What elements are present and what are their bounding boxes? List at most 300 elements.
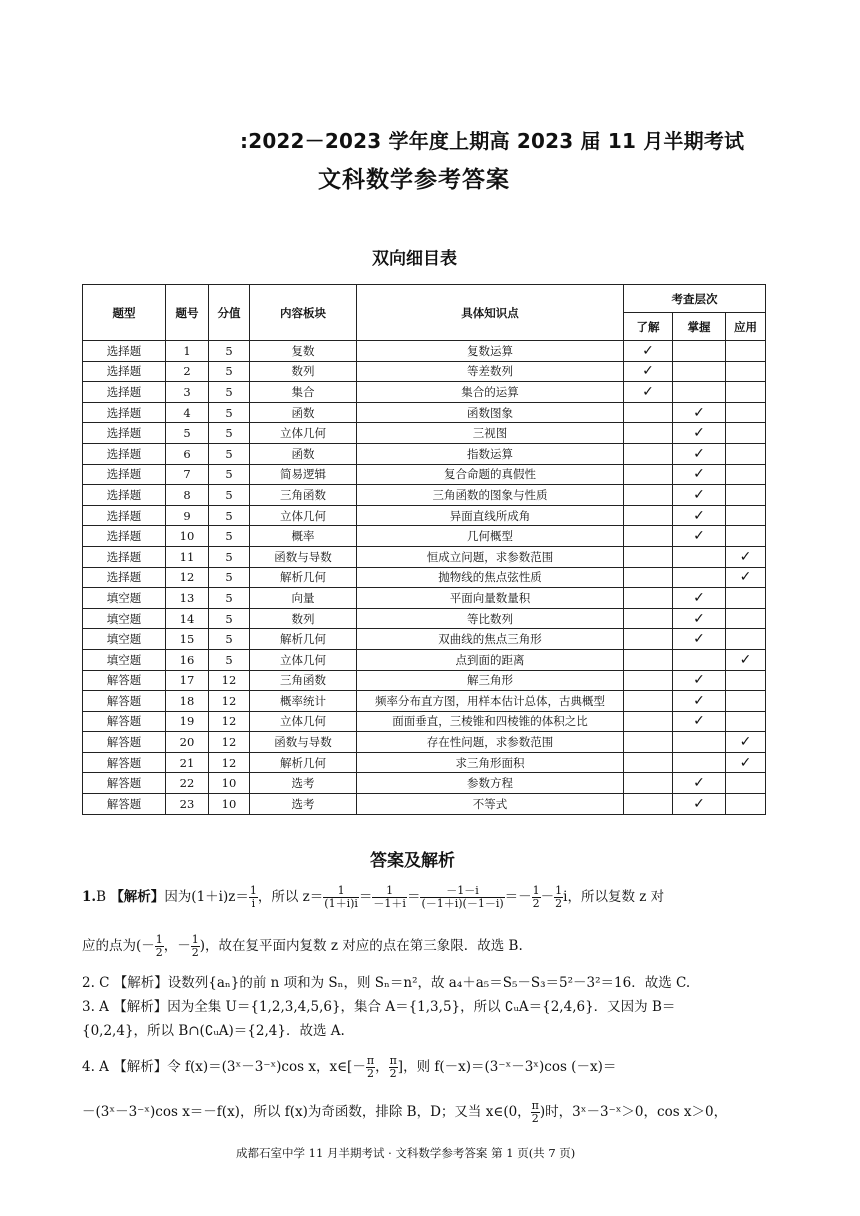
fraction (249, 885, 258, 910)
table-row (83, 546, 766, 567)
fraction (323, 885, 359, 910)
level-master-cell (673, 567, 726, 588)
level-apply-cell (726, 752, 766, 773)
header-area: 内容板块 (250, 285, 357, 341)
check-icon: ✓ (693, 466, 705, 483)
check-icon: ✓ (642, 342, 654, 359)
denominator: 2 (389, 1067, 397, 1080)
denominator: 2 (155, 946, 163, 959)
cell-number: 7 (166, 464, 209, 485)
table-row (83, 670, 766, 691)
table-row (83, 732, 766, 753)
check-icon: ✓ (693, 795, 705, 812)
cell-score: 5 (209, 485, 250, 506)
level-understand-cell (624, 691, 673, 712)
cell-knowledge-point: 存在性问题，求参数范围 (357, 732, 624, 753)
numerator: 1 (372, 885, 407, 898)
cell-knowledge-point: 恒成立问题，求参数范围 (357, 546, 624, 567)
cell-area: 函数 (250, 443, 357, 464)
cell-type: 选择题 (83, 341, 166, 362)
table-row (83, 567, 766, 588)
level-master-cell (673, 382, 726, 403)
cell-type: 解答题 (83, 711, 166, 732)
level-apply-cell (726, 588, 766, 609)
answer-1-text: i，所以复数 z 对 (563, 889, 665, 905)
cell-knowledge-point: 双曲线的焦点三角形 (357, 629, 624, 650)
level-understand-cell (624, 608, 673, 629)
answer-1-text: 因为(1＋i)z＝ (164, 889, 249, 905)
cell-type: 选择题 (83, 443, 166, 464)
level-understand-cell (624, 752, 673, 773)
header-level-apply: 应用 (726, 313, 766, 341)
cell-area: 解析几何 (250, 752, 357, 773)
cell-area: 三角函数 (250, 485, 357, 506)
level-master-cell (673, 629, 726, 650)
level-apply-cell (726, 443, 766, 464)
denominator: i (251, 897, 256, 910)
header-type: 题型 (83, 285, 166, 341)
table-row (83, 485, 766, 506)
level-understand-cell (624, 423, 673, 444)
cell-number: 17 (166, 670, 209, 691)
cell-type: 选择题 (83, 402, 166, 423)
cell-type: 选择题 (83, 567, 166, 588)
table-row (83, 629, 766, 650)
cell-number: 23 (166, 794, 209, 815)
cell-knowledge-point: 三角函数的图象与性质 (357, 485, 624, 506)
check-icon: ✓ (693, 775, 705, 792)
level-master-cell (673, 485, 726, 506)
cell-area: 三角函数 (250, 670, 357, 691)
header-level-understand: 了解 (624, 313, 673, 341)
cell-type: 选择题 (83, 505, 166, 526)
header-level-master: 掌握 (673, 313, 726, 341)
check-icon: ✓ (693, 445, 705, 462)
level-understand-cell (624, 485, 673, 506)
cell-knowledge-point: 函数图象 (357, 402, 624, 423)
table-row (83, 773, 766, 794)
level-understand-cell (624, 794, 673, 815)
level-understand-cell (624, 629, 673, 650)
cell-score: 12 (209, 711, 250, 732)
check-icon: ✓ (693, 425, 705, 442)
cell-score: 5 (209, 382, 250, 403)
level-master-cell (673, 794, 726, 815)
cell-knowledge-point: 解三角形 (357, 670, 624, 691)
cell-area: 立体几何 (250, 505, 357, 526)
fraction (155, 934, 164, 959)
table-row (83, 505, 766, 526)
cell-score: 5 (209, 443, 250, 464)
cell-knowledge-point: 抛物线的焦点弦性质 (357, 567, 624, 588)
fraction (531, 1100, 540, 1125)
cell-score: 5 (209, 464, 250, 485)
level-master-cell (673, 649, 726, 670)
answers-section-title: 答案及解析 (370, 851, 455, 871)
table-row (83, 608, 766, 629)
cell-score: 10 (209, 773, 250, 794)
page-footer: 成都石室中学 11 月半期考试 · 文科数学参考答案 第 1 页(共 7 页) (236, 1146, 576, 1160)
cell-score: 5 (209, 526, 250, 547)
answer-4-line-2 (82, 1100, 772, 1125)
fraction (372, 885, 407, 910)
level-understand-cell (624, 670, 673, 691)
table-row (83, 423, 766, 444)
answer-1-text: － (540, 889, 555, 905)
table-row (83, 794, 766, 815)
table-row (83, 752, 766, 773)
cell-area: 简易逻辑 (250, 464, 357, 485)
numerator: π (389, 1054, 397, 1067)
cell-type: 解答题 (83, 732, 166, 753)
cell-score: 5 (209, 402, 250, 423)
level-master-cell (673, 505, 726, 526)
level-understand-cell (624, 546, 673, 567)
check-icon: ✓ (642, 383, 654, 400)
check-icon: ✓ (693, 610, 705, 627)
answer-1-prefix: 1. (82, 889, 97, 905)
cell-number: 13 (166, 588, 209, 609)
check-icon: ✓ (693, 507, 705, 524)
answer-1-text: ＝ (358, 889, 373, 905)
numerator: 1 (191, 933, 199, 946)
cell-knowledge-point: 平面向量数量积 (357, 588, 624, 609)
document-title: :2022－2023 学年度上期高 2023 届 11 月半期考试 (240, 129, 745, 153)
check-icon: ✓ (739, 734, 752, 751)
numerator: π (531, 1099, 539, 1112)
level-master-cell (673, 464, 726, 485)
cell-score: 10 (209, 794, 250, 815)
cell-number: 4 (166, 402, 209, 423)
level-understand-cell (624, 732, 673, 753)
cell-type: 解答题 (83, 794, 166, 815)
denominator: 2 (366, 1067, 374, 1080)
table-row (83, 341, 766, 362)
numerator: 1 (323, 885, 359, 898)
level-understand-cell (624, 773, 673, 794)
cell-area: 概率统计 (250, 691, 357, 712)
table-row (83, 711, 766, 732)
check-icon: ✓ (739, 548, 752, 565)
cell-area: 立体几何 (250, 423, 357, 444)
table-row (83, 443, 766, 464)
table-row (83, 649, 766, 670)
cell-area: 解析几何 (250, 567, 357, 588)
check-icon: ✓ (739, 754, 752, 771)
level-apply-cell (726, 773, 766, 794)
cell-knowledge-point: 频率分布直方图，用样本估计总体，古典概型 (357, 691, 624, 712)
cell-knowledge-point: 指数运算 (357, 443, 624, 464)
cell-number: 14 (166, 608, 209, 629)
level-master-cell (673, 588, 726, 609)
level-master-cell (673, 402, 726, 423)
cell-type: 填空题 (83, 588, 166, 609)
cell-area: 函数 (250, 402, 357, 423)
level-apply-cell (726, 691, 766, 712)
cell-score: 5 (209, 546, 250, 567)
answer-2: 2. C 【解析】设数列{aₙ}的前 n 项和为 Sₙ，则 Sₙ＝n²，故 a₄＋a₅＝S₅－S₃＝5²－3²＝16．故选 C. (82, 975, 691, 991)
cell-type: 选择题 (83, 485, 166, 506)
table-row (83, 526, 766, 547)
table-row (83, 691, 766, 712)
level-apply-cell (726, 608, 766, 629)
cell-area: 数列 (250, 608, 357, 629)
check-icon: ✓ (739, 569, 752, 586)
level-master-cell (673, 752, 726, 773)
answer-1-text: ，－ (163, 938, 191, 954)
cell-type: 选择题 (83, 423, 166, 444)
cell-score: 5 (209, 423, 250, 444)
answer-3-line-1: 3. A 【解析】因为全集 U＝{1,2,3,4,5,6}，集合 A＝{1,3,5}，所以 ∁ᵤA＝{2,4,6}．又因为 B＝ (82, 999, 676, 1015)
answer-4-line-1 (82, 1055, 772, 1080)
fraction (532, 885, 541, 910)
level-apply-cell (726, 567, 766, 588)
level-apply-cell (726, 402, 766, 423)
answer-3-line-2: {0,2,4}，所以 B∩(∁ᵤA)＝{2,4}．故选 A. (82, 1023, 345, 1039)
level-understand-cell (624, 505, 673, 526)
cell-type: 选择题 (83, 382, 166, 403)
cell-number: 15 (166, 629, 209, 650)
cell-area: 选考 (250, 794, 357, 815)
level-master-cell (673, 423, 726, 444)
cell-type: 填空题 (83, 629, 166, 650)
level-master-cell (673, 670, 726, 691)
header-score: 分值 (209, 285, 250, 341)
level-understand-cell (624, 402, 673, 423)
header-number: 题号 (166, 285, 209, 341)
cell-knowledge-point: 三视图 (357, 423, 624, 444)
cell-number: 16 (166, 649, 209, 670)
level-apply-cell (726, 546, 766, 567)
cell-number: 19 (166, 711, 209, 732)
level-master-cell (673, 341, 726, 362)
cell-area: 数列 (250, 361, 357, 382)
check-icon: ✓ (693, 631, 705, 648)
check-icon: ✓ (693, 528, 705, 545)
cell-type: 解答题 (83, 752, 166, 773)
detail-table (82, 284, 766, 815)
level-master-cell (673, 711, 726, 732)
numerator: 1 (155, 933, 163, 946)
level-apply-cell (726, 711, 766, 732)
numerator: 1 (555, 884, 563, 897)
level-apply-cell (726, 794, 766, 815)
cell-score: 5 (209, 649, 250, 670)
cell-knowledge-point: 异面直线所成角 (357, 505, 624, 526)
level-apply-cell (726, 732, 766, 753)
cell-knowledge-point: 等比数列 (357, 608, 624, 629)
cell-score: 12 (209, 670, 250, 691)
cell-number: 3 (166, 382, 209, 403)
level-apply-cell (726, 423, 766, 444)
level-apply-cell (726, 670, 766, 691)
level-apply-cell (726, 382, 766, 403)
level-understand-cell (624, 382, 673, 403)
answer-4-text: 4. A 【解析】令 f(x)＝(3ˣ－3⁻ˣ)cos x，x∈[－ (82, 1059, 366, 1075)
cell-type: 选择题 (83, 464, 166, 485)
cell-number: 21 (166, 752, 209, 773)
level-master-cell (673, 773, 726, 794)
denominator: 2 (531, 1112, 539, 1125)
cell-area: 集合 (250, 382, 357, 403)
answer-4-text: ， (375, 1059, 389, 1075)
level-master-cell (673, 443, 726, 464)
cell-knowledge-point: 点到面的距离 (357, 649, 624, 670)
cell-knowledge-point: 复合命题的真假性 (357, 464, 624, 485)
level-understand-cell (624, 526, 673, 547)
table-row (83, 464, 766, 485)
level-apply-cell (726, 649, 766, 670)
fraction (554, 885, 563, 910)
check-icon: ✓ (642, 363, 654, 380)
cell-type: 选择题 (83, 526, 166, 547)
cell-area: 概率 (250, 526, 357, 547)
check-icon: ✓ (693, 589, 705, 606)
cell-area: 立体几何 (250, 711, 357, 732)
level-apply-cell (726, 526, 766, 547)
level-understand-cell (624, 341, 673, 362)
answer-1-text: 应的点为(－ (82, 938, 155, 954)
level-master-cell (673, 732, 726, 753)
cell-score: 12 (209, 691, 250, 712)
fraction (191, 934, 200, 959)
table-row (83, 588, 766, 609)
denominator: 2 (555, 897, 563, 910)
level-apply-cell (726, 485, 766, 506)
cell-area: 函数与导数 (250, 732, 357, 753)
level-understand-cell (624, 649, 673, 670)
answer-4-text: )时，3ˣ－3⁻ˣ＞0，cos x＞0， (539, 1104, 728, 1120)
fraction (366, 1055, 375, 1080)
cell-knowledge-point: 复数运算 (357, 341, 624, 362)
answer-1-text: ，所以 z＝ (257, 889, 324, 905)
cell-score: 5 (209, 629, 250, 650)
level-understand-cell (624, 588, 673, 609)
fraction (389, 1055, 398, 1080)
cell-number: 6 (166, 443, 209, 464)
cell-area: 向量 (250, 588, 357, 609)
numerator: π (366, 1054, 375, 1067)
denominator: (－1＋i)(－1－i) (421, 897, 504, 910)
cell-number: 8 (166, 485, 209, 506)
check-icon: ✓ (693, 713, 705, 730)
check-icon: ✓ (693, 692, 705, 709)
answer-1-text: ＝－ (504, 889, 532, 905)
answer-1-letter: B (96, 889, 107, 905)
answer-1 (82, 885, 772, 910)
denominator: 2 (532, 897, 540, 910)
level-master-cell (673, 691, 726, 712)
check-icon: ✓ (739, 651, 752, 668)
cell-number: 10 (166, 526, 209, 547)
fraction (420, 885, 504, 910)
cell-number: 2 (166, 361, 209, 382)
level-apply-cell (726, 341, 766, 362)
cell-type: 选择题 (83, 546, 166, 567)
answer-1-line-2 (82, 934, 772, 959)
level-understand-cell (624, 567, 673, 588)
level-master-cell (673, 361, 726, 382)
cell-knowledge-point: 求三角形面积 (357, 752, 624, 773)
cell-score: 5 (209, 505, 250, 526)
level-understand-cell (624, 443, 673, 464)
table-section-title: 双向细目表 (372, 249, 457, 269)
cell-score: 12 (209, 752, 250, 773)
cell-number: 12 (166, 567, 209, 588)
table-body (83, 341, 766, 815)
cell-number: 22 (166, 773, 209, 794)
answer-1-tag: 【解析】 (110, 889, 165, 905)
cell-score: 5 (209, 567, 250, 588)
level-apply-cell (726, 629, 766, 650)
answer-4-text: ]，则 f(－x)＝(3⁻ˣ－3ˣ)cos (－x)＝ (397, 1059, 617, 1075)
cell-number: 5 (166, 423, 209, 444)
answer-1-text: ＝ (406, 889, 421, 905)
header-knowledge-point: 具体知识点 (357, 285, 624, 341)
cell-type: 解答题 (83, 670, 166, 691)
level-understand-cell (624, 464, 673, 485)
answer-1-text: )，故在复平面内复数 z 对应的点在第三象限．故选 B. (199, 938, 523, 954)
cell-area: 函数与导数 (250, 546, 357, 567)
cell-score: 5 (209, 608, 250, 629)
header-level: 考查层次 (624, 285, 766, 313)
cell-score: 12 (209, 732, 250, 753)
cell-knowledge-point: 不等式 (357, 794, 624, 815)
cell-number: 1 (166, 341, 209, 362)
check-icon: ✓ (693, 672, 705, 689)
answer-4-text: －(3ˣ－3⁻ˣ)cos x＝－f(x)，所以 f(x)为奇函数，排除 B，D；又当 x∈(0， (82, 1104, 531, 1120)
numerator: 1 (532, 884, 540, 897)
denominator: (1＋i)i (324, 897, 358, 910)
denominator: 2 (191, 946, 199, 959)
level-master-cell (673, 526, 726, 547)
level-apply-cell (726, 505, 766, 526)
cell-knowledge-point: 集合的运算 (357, 382, 624, 403)
level-understand-cell (624, 711, 673, 732)
cell-type: 解答题 (83, 773, 166, 794)
cell-number: 20 (166, 732, 209, 753)
cell-score: 5 (209, 588, 250, 609)
cell-area: 选考 (250, 773, 357, 794)
cell-score: 5 (209, 341, 250, 362)
cell-number: 9 (166, 505, 209, 526)
level-apply-cell (726, 464, 766, 485)
check-icon: ✓ (693, 486, 705, 503)
cell-type: 解答题 (83, 691, 166, 712)
cell-knowledge-point: 等差数列 (357, 361, 624, 382)
cell-knowledge-point: 面面垂直，三棱锥和四棱锥的体积之比 (357, 711, 624, 732)
cell-number: 11 (166, 546, 209, 567)
numerator: 1 (249, 884, 257, 897)
denominator: －1＋i (373, 897, 406, 910)
cell-area: 立体几何 (250, 649, 357, 670)
level-master-cell (673, 546, 726, 567)
cell-number: 18 (166, 691, 209, 712)
table-row (83, 382, 766, 403)
cell-score: 5 (209, 361, 250, 382)
cell-area: 解析几何 (250, 629, 357, 650)
cell-type: 选择题 (83, 361, 166, 382)
table-row (83, 402, 766, 423)
table-row (83, 361, 766, 382)
cell-type: 填空题 (83, 649, 166, 670)
level-apply-cell (726, 361, 766, 382)
cell-knowledge-point: 参数方程 (357, 773, 624, 794)
numerator: －1－i (420, 885, 504, 898)
document-subtitle: 文科数学参考答案 (318, 167, 510, 193)
cell-area: 复数 (250, 341, 357, 362)
cell-type: 填空题 (83, 608, 166, 629)
